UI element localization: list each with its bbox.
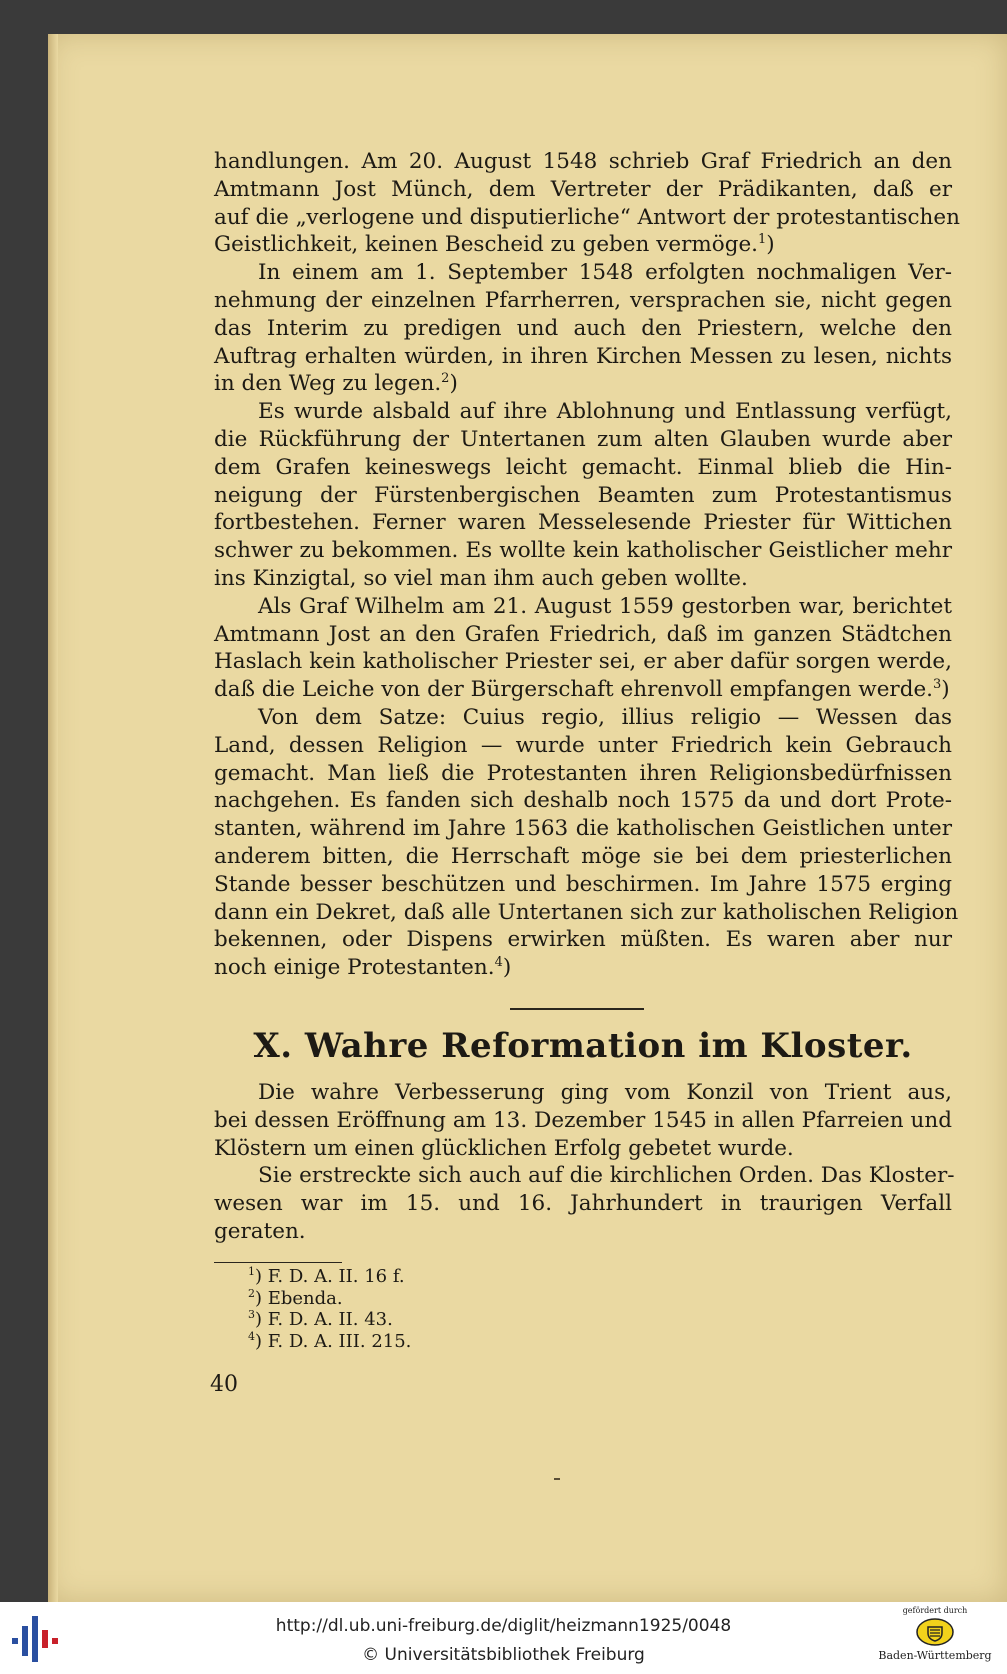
footnote-paren: ) <box>502 955 512 981</box>
section-heading: X. Wahre Reformation im Kloster. <box>253 1026 913 1066</box>
footnote-marker: 1 <box>758 232 767 248</box>
paragraph <box>214 593 952 704</box>
text-line: bekennen, oder Dispens erwirken müßten. Es waren aber nur <box>214 927 952 953</box>
footnote-number: 2 <box>248 1286 255 1300</box>
text-line-last <box>214 370 952 398</box>
baden-wuerttemberg-seal-icon <box>915 1617 955 1647</box>
copyright-notice: © Universitätsbibliothek Freiburg <box>362 1645 645 1665</box>
text-line: gemacht. Man ließ die Protestanten ihren Religionsbedürfnissen <box>214 760 952 786</box>
text-line: neigung der Fürstenbergischen Beamten zum Protestantismus <box>214 482 952 508</box>
text-line: das Interim zu predigen und auch den Priestern, welche den <box>214 315 952 341</box>
sponsor-bottom-text: Baden-Württemberg <box>878 1649 992 1662</box>
text-line: wesen war im 15. und 16. Jahrhundert in traurigen Verfall <box>214 1191 952 1217</box>
section-divider-rule <box>510 1008 644 1010</box>
text-line: nachgehen. Es fanden sich deshalb noch 1575 da und dort Prote- <box>214 788 952 814</box>
line-text: ins Kinzigtal, so viel man ihm auch geben wollte. <box>214 565 748 591</box>
text-line: die Rückführung der Untertanen zum alten Glauben wurde aber <box>214 426 952 452</box>
footnote-item <box>248 1309 411 1331</box>
text-line: Auftrag erhalten würden, in ihren Kirchen Messen zu lesen, nichts <box>214 343 952 369</box>
footnote-item <box>248 1266 411 1288</box>
text-line: Sie erstreckte sich auch auf die kirchlichen Orden. Das Kloster- <box>258 1163 955 1189</box>
footnote-marker: 2 <box>441 371 450 387</box>
body-text-bottom <box>214 1079 955 1246</box>
sponsor-top-text: gefördert durch <box>902 1606 968 1615</box>
footnote-text: ) F. D. A. II. 43. <box>255 1309 393 1330</box>
text-line: dann ein Dekret, daß alle Untertanen sich zur katholischen Religion <box>214 899 959 925</box>
page-number: 40 <box>210 1372 238 1397</box>
line-text: in den Weg zu legen. <box>214 371 442 397</box>
paragraph <box>214 259 952 398</box>
text-line: fortbestehen. Ferner waren Messelesende Priester für Wittichen <box>214 510 952 536</box>
footnote-text: ) Ebenda. <box>255 1287 343 1309</box>
paragraph <box>214 148 960 259</box>
footnote-item <box>248 1288 411 1310</box>
text-line: nehmung der einzelnen Pfarrherren, versprachen sie, nicht gegen <box>214 287 952 313</box>
paragraph <box>214 1162 955 1245</box>
paragraph <box>214 1079 952 1162</box>
paragraph <box>214 704 959 982</box>
footnote-paren: ) <box>941 677 950 703</box>
footnotes <box>248 1266 411 1352</box>
text-line-last <box>214 954 952 982</box>
footnote-number: 1 <box>248 1265 255 1278</box>
footnote-paren: ) <box>449 371 458 397</box>
text-line: schwer zu bekommen. Es wollte kein katholischer Geistlicher mehr <box>214 538 952 564</box>
text-line: Als Graf Wilhelm am 21. August 1559 gestorben war, berichtet <box>258 593 952 619</box>
document-url-link[interactable]: http://dl.ub.uni-freiburg.de/diglit/heizmann1925/0048 <box>275 1616 732 1636</box>
text-line-last <box>214 676 952 704</box>
footnote-marker: 4 <box>494 954 503 970</box>
text-line-last <box>214 1135 952 1163</box>
line-text: geraten. <box>214 1218 306 1244</box>
text-line: Amtmann Jost an den Grafen Friedrich, daß im ganzen Städtchen <box>214 621 952 647</box>
line-text: Klöstern um einen glücklichen Erfolg gebetet wurde. <box>214 1135 794 1161</box>
text-line: stanten, während im Jahre 1563 die katholischen Geistlichen unter <box>214 816 952 842</box>
footnote-paren: ) <box>766 232 775 258</box>
footnote-text: ) F. D. A. III. 215. <box>255 1330 412 1352</box>
text-line: dem Grafen keineswegs leicht gemacht. Einmal blieb die Hin- <box>214 454 952 480</box>
footnote-item <box>248 1331 411 1353</box>
text-line: Von dem Satze: Cuius regio, illius religio — Wessen das <box>258 704 952 730</box>
text-line: Es wurde alsbald auf ihre Ablohnung und Entlassung verfügt, <box>258 399 952 425</box>
text-line: anderem bitten, die Herrschaft möge sie bei dem priesterlichen <box>214 843 952 869</box>
text-line: In einem am 1. September 1548 erfolgten nochmaligen Ver- <box>258 260 952 286</box>
paper-speck <box>554 1478 560 1480</box>
text-line: Haslach kein katholischer Priester sei, er aber dafür sorgen werde, <box>214 649 952 675</box>
text-line: handlungen. Am 20. August 1548 schrieb Graf Friedrich an den <box>214 149 952 174</box>
text-line-last <box>214 1218 952 1246</box>
text-line: auf die „verlogene und disputierliche“ Antwort der protestantischen <box>214 204 960 230</box>
text-line: bei dessen Eröffnung am 13. Dezember 1545 in allen Pfarreien und <box>214 1107 952 1133</box>
footnote-number: 3 <box>248 1308 255 1321</box>
text-line: Land, dessen Religion — wurde unter Friedrich kein Gebrauch <box>214 732 952 758</box>
sponsor-logo <box>872 1606 998 1670</box>
line-text: Geistlichkeit, keinen Bescheid zu geben vermöge. <box>214 232 759 258</box>
line-text: noch einige Protestanten. <box>214 955 495 981</box>
body-text-top <box>214 148 960 982</box>
text-line: Stande besser beschützen und beschirmen. Im Jahre 1575 erging <box>214 871 952 897</box>
text-line-last <box>214 565 952 593</box>
text-line: Die wahre Verbesserung ging vom Konzil von Trient aus, <box>258 1080 952 1105</box>
footnote-text: ) F. D. A. II. 16 f. <box>255 1266 405 1287</box>
footnote-marker: 3 <box>933 676 942 692</box>
footnote-number: 4 <box>248 1329 255 1343</box>
footnote-rule <box>214 1262 342 1263</box>
page-edge-shadow <box>48 34 58 1602</box>
paragraph <box>214 398 952 593</box>
text-line: Amtmann Jost Münch, dem Vertreter der Prädikanten, daß er <box>214 176 952 202</box>
text-line-last <box>214 231 952 259</box>
line-text: daß die Leiche von der Bürgerschaft ehrenvoll empfangen werde. <box>214 677 934 703</box>
